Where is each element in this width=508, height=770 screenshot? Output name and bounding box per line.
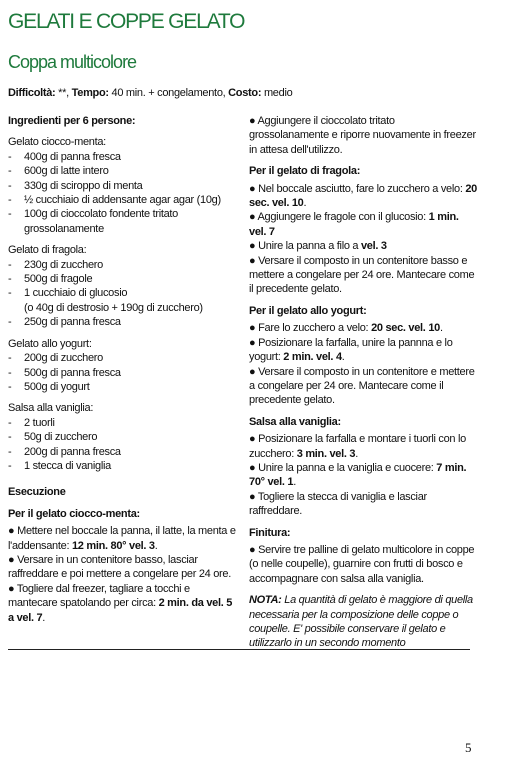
bullet-icon: ● bbox=[249, 211, 258, 224]
step-end: . bbox=[341, 351, 345, 364]
ingredient-group-title: Gelato allo yogurt: bbox=[8, 337, 92, 350]
bullet-dash: - bbox=[8, 380, 12, 393]
step-setting: 2 min. da vel. 5 a vel. 7 bbox=[8, 597, 233, 624]
bullet-dash: - bbox=[8, 431, 12, 444]
ingredients-heading: Ingredienti per 6 persone: bbox=[8, 115, 136, 127]
bullet-icon: ● bbox=[249, 461, 259, 474]
execution-heading: Esecuzione bbox=[8, 486, 66, 499]
execution-step bbox=[249, 321, 477, 335]
ingredient-line: 500g di yogurt bbox=[24, 380, 90, 393]
cost-label: Costo: bbox=[228, 87, 262, 99]
step-end: . bbox=[154, 539, 158, 552]
execution-step bbox=[8, 524, 240, 553]
step-text: Posizionare la farfalla e montare i tuorli con lo zucchero: bbox=[249, 433, 466, 460]
note-label: NOTA: bbox=[249, 594, 282, 607]
ingredient-item bbox=[8, 459, 240, 473]
ingredient-item bbox=[8, 315, 240, 329]
step-end: . bbox=[293, 476, 296, 489]
bullet-icon: ● bbox=[8, 525, 18, 538]
bullet-dash: - bbox=[8, 316, 12, 329]
ingredient-item bbox=[8, 179, 240, 193]
step-text: Unire la panna a filo a bbox=[258, 240, 361, 253]
execution-step bbox=[249, 336, 477, 365]
ingredient-item bbox=[8, 366, 240, 380]
page-title: GELATI E COPPE GELATO bbox=[8, 10, 245, 33]
recipe-title: Coppa multicolore bbox=[8, 52, 137, 72]
time-value: 40 min. + congelamento, bbox=[108, 87, 229, 99]
execution-section-title: Per il gelato di fragola: bbox=[249, 165, 361, 178]
bullet-dash: - bbox=[8, 445, 12, 458]
bullet-dash: - bbox=[8, 165, 12, 178]
ingredient-line: 500g di fragole bbox=[24, 273, 93, 286]
step-text: Versare il composto in un contenitore e mettere a congelare per 24 ore. Mantecare come il precedente gelato. bbox=[249, 365, 475, 407]
step-text: Togliere la stecca di vaniglia e lasciar raffreddare. bbox=[249, 490, 427, 518]
step-setting: vel. 3 bbox=[360, 240, 387, 253]
step-text: Fare lo zucchero a velo: bbox=[258, 322, 372, 335]
bullet-icon: ● bbox=[249, 336, 259, 349]
step-text: Mettere nel boccale la panna, il latte, la menta e l'addensante: bbox=[8, 525, 236, 552]
ingredient-line: 1 stecca di vaniglia bbox=[24, 459, 111, 472]
ingredient-text bbox=[24, 193, 240, 207]
step-text: Aggiungere il cioccolato tritato grossolanamente e riporre nuovamente in freezer in attesa dell'utilizzo. bbox=[249, 115, 476, 156]
bullet-dash: - bbox=[8, 287, 12, 300]
note-text: La quantità di gelato è maggiore di quella necessaria per la composizione delle coppe o coupelle. E' possibile conservare il gelato e utilizzarlo in un secondo momento bbox=[249, 594, 473, 650]
execution-step bbox=[8, 582, 240, 625]
ingredient-text bbox=[24, 315, 240, 329]
ingredient-item bbox=[8, 207, 240, 236]
execution-step bbox=[8, 553, 240, 582]
ingredient-item bbox=[8, 164, 240, 178]
execution-section-title: Per il gelato allo yogurt: bbox=[249, 304, 367, 317]
ingredient-item bbox=[8, 416, 240, 430]
ingredient-line: 230g di zucchero bbox=[24, 258, 103, 271]
bullet-dash: - bbox=[8, 208, 12, 221]
bullet-dash: - bbox=[8, 352, 12, 365]
ingredient-text bbox=[24, 430, 240, 444]
ingredients-list bbox=[8, 135, 240, 473]
ingredient-text bbox=[24, 207, 240, 236]
execution-step bbox=[249, 114, 477, 157]
bottom-rule bbox=[8, 649, 470, 650]
step-setting: 20 sec. vel. 10 bbox=[249, 182, 477, 210]
execution-step bbox=[249, 182, 477, 211]
bullet-icon: ● bbox=[249, 182, 259, 195]
bullet-icon: ● bbox=[249, 543, 259, 556]
step-text: Posizionare la farfalla, unire la pannna e lo yogurt: bbox=[249, 336, 453, 364]
step-end: . bbox=[355, 447, 358, 460]
ingredient-line: 200g di panna fresca bbox=[24, 445, 121, 458]
step-text: Togliere dal freezer, tagliare a tocchi e mantecare spatolando per circa: bbox=[8, 582, 190, 610]
cost-value: medio bbox=[261, 87, 293, 99]
execution-section-title: Finitura: bbox=[249, 526, 291, 539]
bullet-icon: ● bbox=[249, 115, 258, 127]
ingredient-group-title: Gelato ciocco-menta: bbox=[8, 136, 106, 149]
ingredient-line: 2 tuorli bbox=[24, 416, 55, 429]
ingredient-item bbox=[8, 193, 240, 207]
ingredient-text bbox=[24, 258, 240, 272]
bullet-dash: - bbox=[8, 459, 12, 472]
ingredient-line: 100g di cioccolato fondente tritato bbox=[24, 208, 179, 221]
recipe-meta bbox=[8, 87, 292, 99]
step-end: . bbox=[439, 322, 443, 335]
execution-step bbox=[249, 432, 477, 461]
ingredient-item bbox=[8, 286, 240, 315]
step-text: Unire la panna e la vaniglia e cuocere: bbox=[258, 461, 437, 474]
time-label: Tempo: bbox=[71, 87, 109, 99]
ingredient-text bbox=[24, 286, 240, 315]
ingredient-item bbox=[8, 258, 240, 272]
ingredient-text bbox=[24, 150, 240, 164]
execution-section-title: Per il gelato ciocco-menta: bbox=[8, 507, 140, 520]
ingredient-line: 330g di sciroppo di menta bbox=[24, 179, 143, 192]
step-setting: 1 min. vel. 7 bbox=[249, 211, 459, 238]
bullet-icon: ● bbox=[249, 322, 259, 335]
ingredient-item bbox=[8, 445, 240, 459]
ingredient-item bbox=[8, 351, 240, 365]
step-end: . bbox=[303, 197, 307, 210]
bullet-dash: - bbox=[8, 273, 12, 286]
ingredient-line: 600g di latte intero bbox=[24, 165, 109, 178]
bullet-dash: - bbox=[8, 150, 12, 163]
ingredient-group-title: Salsa alla vaniglia: bbox=[8, 402, 94, 415]
step-text: Versare il composto in un contenitore basso e mettere a congelare per 24 ore. Mantecare come il precedente gelato. bbox=[249, 254, 475, 296]
bullet-dash: - bbox=[8, 366, 12, 379]
right-column bbox=[249, 114, 477, 651]
bullet-icon: ● bbox=[249, 254, 259, 267]
step-setting: 12 min. 80° vel. 3 bbox=[71, 539, 155, 552]
ingredient-text bbox=[24, 380, 240, 394]
step-text: Versare in un contenitore basso, lasciar raffreddare e poi mettere a congelare per 24 ore. bbox=[8, 553, 231, 581]
ingredient-text bbox=[24, 445, 240, 459]
execution-step bbox=[249, 254, 477, 297]
ingredient-line: 1 cucchiaio di glucosio bbox=[24, 287, 128, 300]
difficulty-value: **, bbox=[55, 87, 72, 99]
bullet-dash: - bbox=[8, 258, 12, 271]
ingredient-text bbox=[24, 366, 240, 380]
ingredient-item bbox=[8, 430, 240, 444]
bullet-icon: ● bbox=[249, 365, 259, 378]
ingredient-text bbox=[24, 459, 240, 473]
ingredient-item bbox=[8, 150, 240, 164]
bullet-icon: ● bbox=[249, 240, 259, 253]
ingredient-line: 200g di zucchero bbox=[24, 352, 103, 365]
ingredient-text bbox=[24, 272, 240, 286]
ingredient-line: 50g di zucchero bbox=[24, 431, 98, 444]
bullet-icon: ● bbox=[8, 553, 18, 566]
step-text: Servire tre palline di gelato multicolore in coppe (o nelle coupelle), guarnire con frutti di bosco e accompagnare con salsa alla vaniglia. bbox=[249, 543, 475, 585]
step-setting: 20 sec. vel. 10 bbox=[371, 322, 440, 335]
ingredient-line: ½ cucchiaio di addensante agar agar (10g) bbox=[24, 194, 221, 207]
ingredient-line: grossolanamente bbox=[24, 222, 104, 235]
step-text: Nel boccale asciutto, fare lo zucchero a velo: bbox=[258, 182, 466, 195]
ingredient-line: 250g di panna fresca bbox=[24, 316, 121, 329]
execution-step bbox=[249, 365, 477, 408]
step-setting: 2 min. vel. 4 bbox=[283, 351, 342, 364]
page-number: 5 bbox=[465, 740, 472, 755]
execution-step bbox=[249, 490, 477, 519]
ingredient-text bbox=[24, 164, 240, 178]
step-setting: 3 min. vel. 3 bbox=[296, 447, 356, 460]
step-setting: 7 min. 70° vel. 1 bbox=[249, 461, 467, 489]
execution-step bbox=[249, 543, 477, 586]
step-end: . bbox=[42, 611, 46, 624]
execution-step bbox=[249, 239, 477, 253]
ingredient-text bbox=[24, 416, 240, 430]
bullet-dash: - bbox=[8, 179, 12, 192]
bullet-dash: - bbox=[8, 194, 12, 207]
left-column bbox=[8, 114, 240, 625]
execution-left bbox=[8, 507, 240, 625]
ingredient-text bbox=[24, 351, 240, 365]
execution-step bbox=[249, 210, 477, 239]
execution-step bbox=[249, 461, 477, 490]
difficulty-label: Difficoltà: bbox=[8, 87, 56, 99]
step-text: Aggiungere le fragole con il glucosio: bbox=[257, 211, 429, 224]
ingredient-line: 400g di panna fresca bbox=[24, 150, 121, 163]
ingredient-group-title: Gelato di fragola: bbox=[8, 244, 87, 257]
execution-section-title: Salsa alla vaniglia: bbox=[249, 415, 341, 428]
ingredient-item bbox=[8, 380, 240, 394]
note bbox=[249, 593, 477, 651]
execution-right bbox=[249, 114, 477, 586]
bullet-icon: ● bbox=[249, 490, 258, 503]
ingredient-line: 500g di panna fresca bbox=[24, 366, 121, 379]
ingredient-item bbox=[8, 272, 240, 286]
bullet-icon: ● bbox=[8, 582, 17, 595]
ingredient-line: (o 40g di destrosio + 190g di zucchero) bbox=[24, 301, 203, 314]
ingredient-text bbox=[24, 179, 240, 193]
bullet-icon: ● bbox=[249, 433, 259, 446]
bullet-dash: - bbox=[8, 416, 12, 429]
